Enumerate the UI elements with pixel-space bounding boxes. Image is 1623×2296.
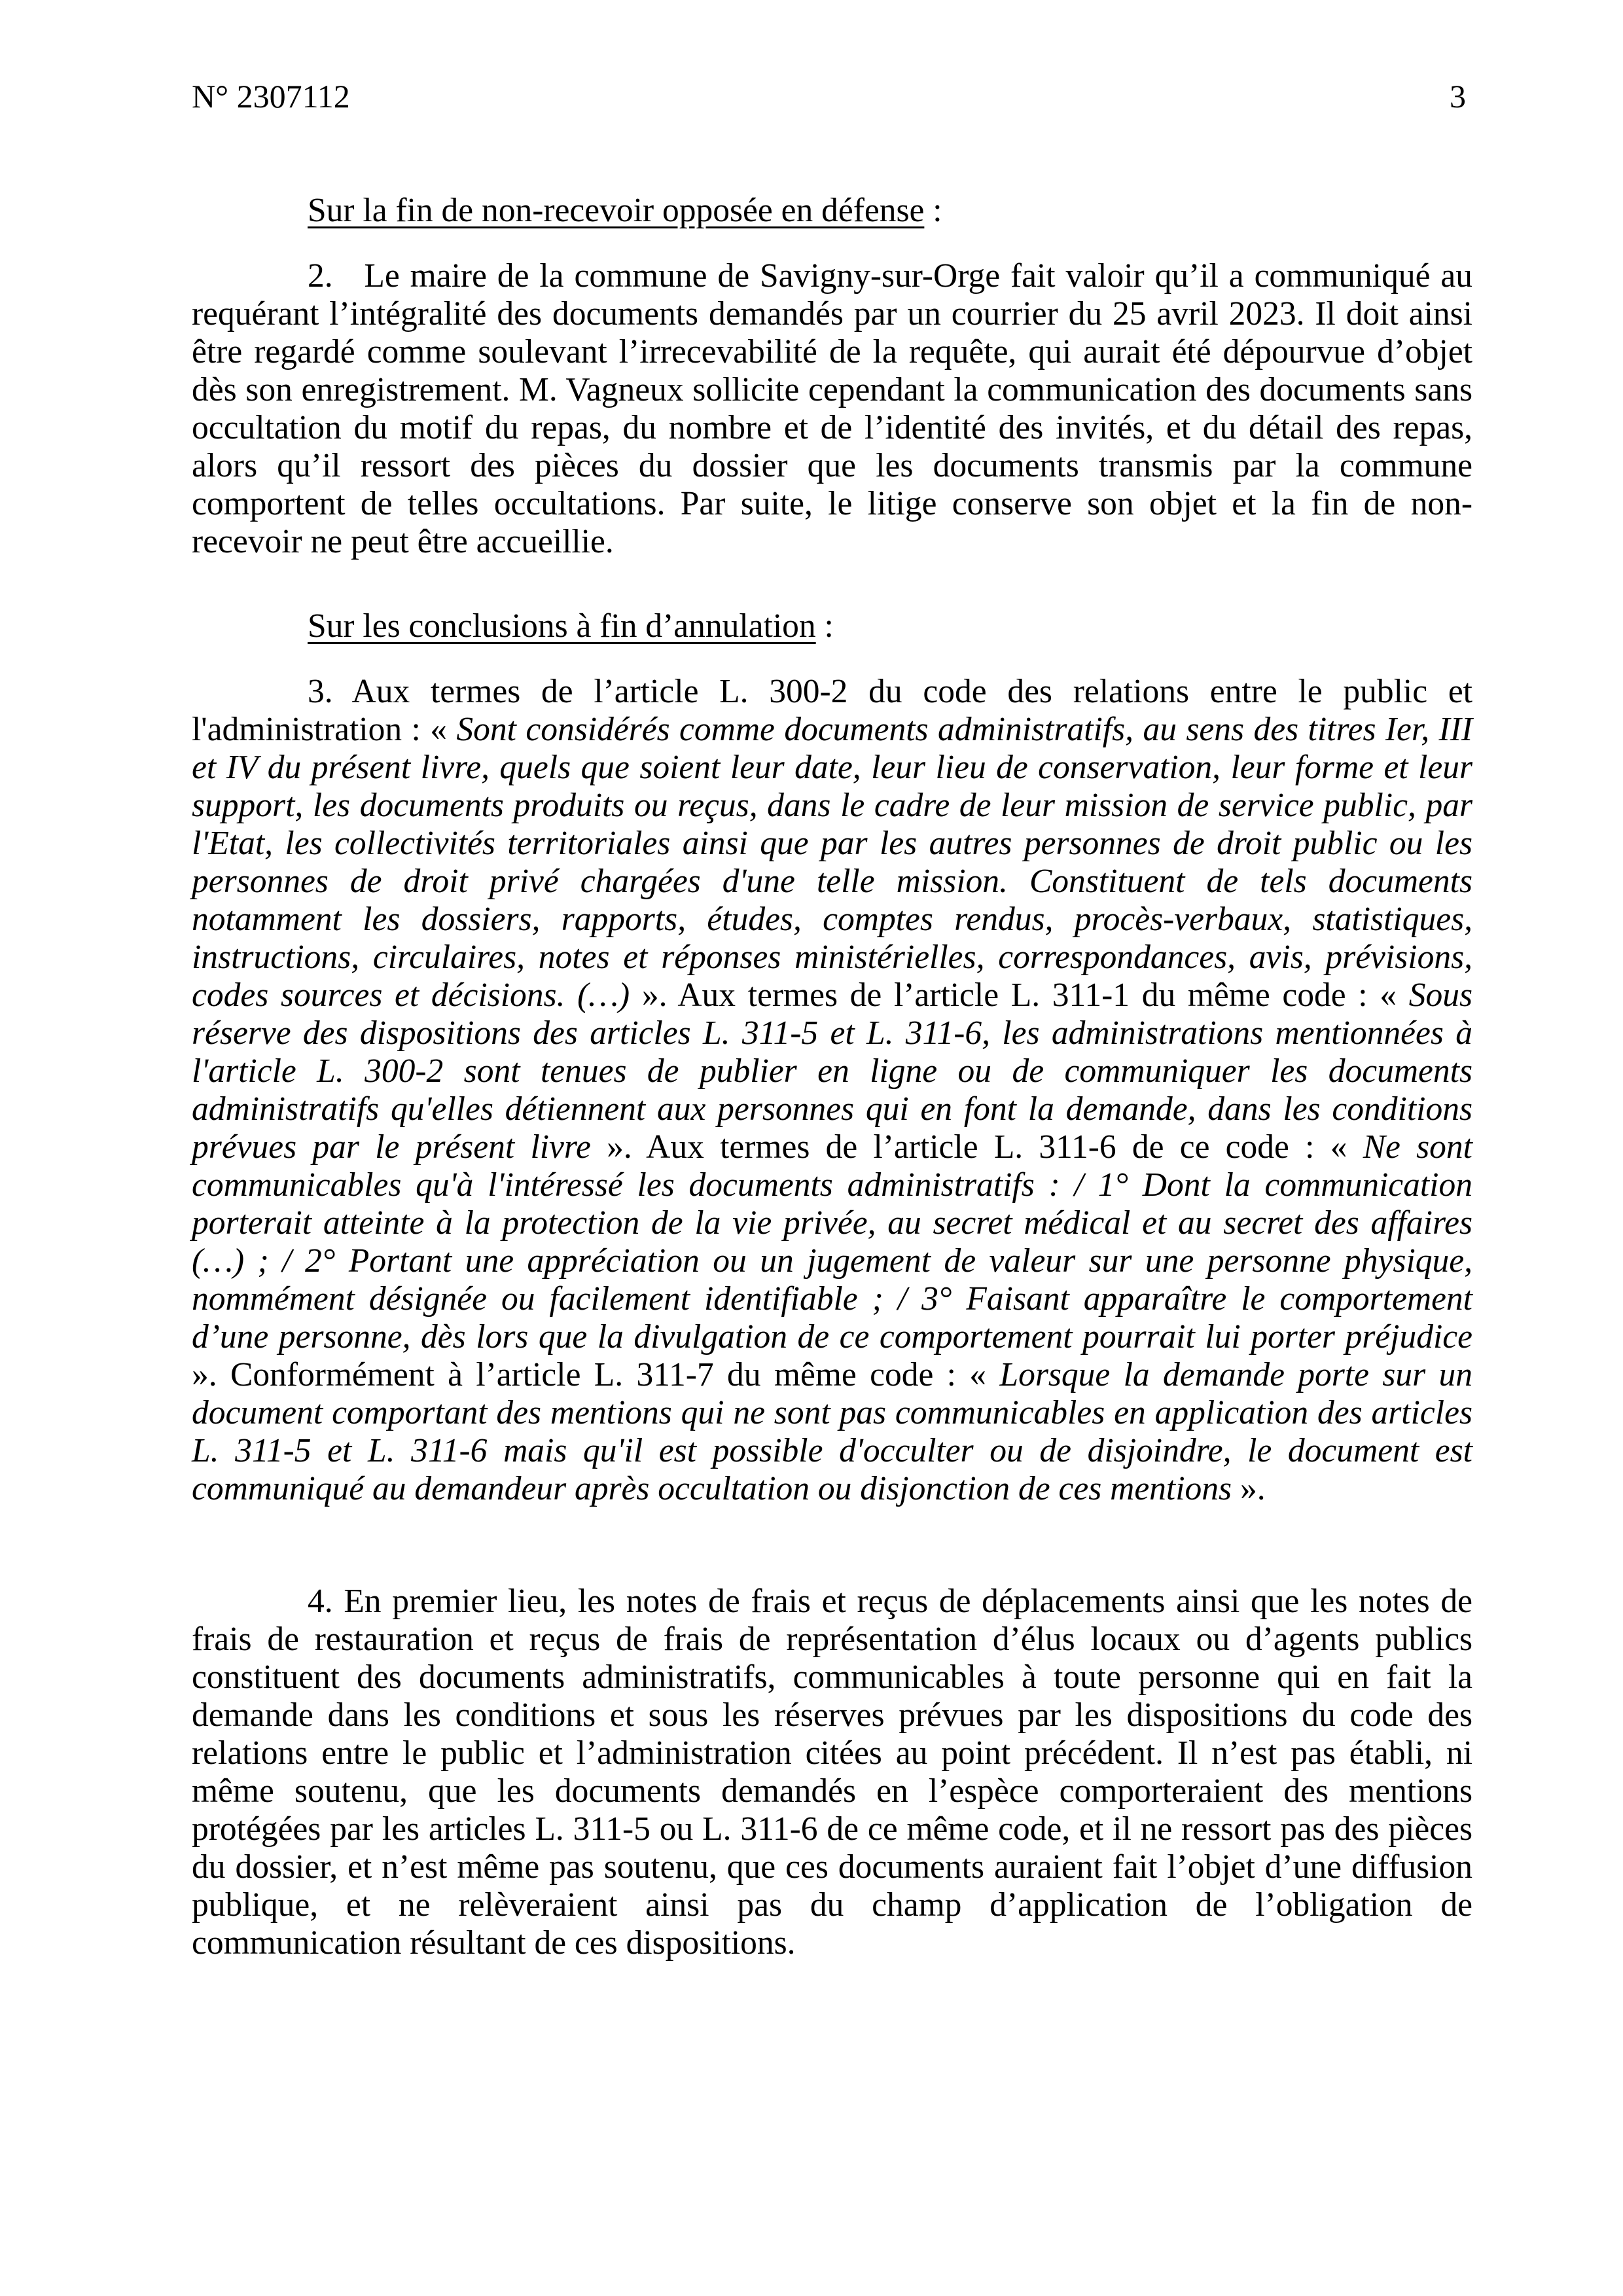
quotation-article-l311-7: Lorsque la demande porte sur un document comportant des mentions qui ne sont pas communicables en application des articles L. 311-5 et L. 311-6 mais qu'il est possible d'occulter ou de disjoindre, le document est communiqué au demandeur après occultation ou disjonction de ces mentions xyxy=(192,1356,1473,1507)
section-heading-colon: : xyxy=(815,607,834,645)
quotation-article-l300-2: Sont considérés comme documents administratifs, au sens des titres Ier, III et IV du présent livre, quels que soient leur date, leur lieu de conservation, leur forme et leur support, les documents produits ou reçus, dans le cadre de leur mission de service public, par l'Etat, les collectivités territoriales ainsi que par les autres personnes de droit public ou les personnes de droit privé chargées d'une telle mission. Constituent de tels documents notamment les dossiers, rapports, études, comptes rendus, procès-verbaux, statistiques, instructions, circulaires, notes et réponses ministérielles, correspondances, avis, prévisions, codes sources et décisions. (…) xyxy=(192,711,1472,1014)
paragraph-3 xyxy=(192,673,1472,1508)
quotation-article-l311-6: Ne sont communicables qu'à l'intéressé les documents administratifs : / 1° Dont la communication porterait atteinte à la protection de la vie privée, au secret médical et au secret des affaires (…) ; / 2° Portant une appréciation ou un jugement de valeur sur une personne physique, nommément désignée ou facilement identifiable ; / 3° Faisant apparaître le comportement d’une personne, dès lors que la divulgation de ce comportement pourrait lui porter préjudice xyxy=(192,1128,1472,1355)
paragraph-4 xyxy=(192,1583,1472,1962)
paragraph-number: 2. xyxy=(308,257,333,295)
paragraph-text: ». Aux termes de l’article L. 311-6 de ce code : « xyxy=(590,1128,1363,1166)
paragraph-text: Le maire de la commune de Savigny-sur-Orge fait valoir qu’il a communiqué au requérant l’intégralité des documents demandés par un courrier du 25 avril 2023. Il doit ainsi être regardé comme soulevant l’irrecevabilité de la requête, qui aurait été dépourvue d’objet dès son enregistrement. M. Vagneux sollicite cependant la communication des documents sans occultation du motif du repas, du nombre et de l’identité des invités, et du détail des repas, alors qu’il ressort des pièces du dossier que les documents transmis par la commune comportent de telles occultations. Par suite, le litige conserve son objet et la fin de non-recevoir ne peut être accueillie. xyxy=(192,257,1472,560)
section-heading-fin-de-non-recevoir xyxy=(308,192,942,230)
section-heading-colon: : xyxy=(924,192,942,229)
page-number: 3 xyxy=(1450,78,1466,115)
paragraph-text: ». xyxy=(1232,1470,1266,1507)
section-heading-text: Sur les conclusions à fin d’annulation xyxy=(308,607,816,645)
paragraph-text: Aux termes de l’article L. 300-2 du code des relations entre le public et l'administration : « xyxy=(192,673,1472,748)
section-heading-conclusions-annulation xyxy=(308,607,834,645)
section-heading-text: Sur la fin de non-recevoir opposée en défense xyxy=(308,192,925,229)
case-number: N° 2307112 xyxy=(192,78,350,115)
paragraph-text: ». Conformément à l’article L. 311-7 du même code : « xyxy=(192,1356,1000,1393)
quotation-article-l311-1: Sous réserve des dispositions des articles L. 311-5 et L. 311-6, les administrations mentionnées à l'article L. 300-2 sont tenues de publier en ligne ou de communiquer les documents administratifs qu'elles détiennent aux personnes qui en font la demande, dans les conditions prévues par le présent livre xyxy=(192,977,1472,1166)
paragraph-text: ». Aux termes de l’article L. 311-1 du même code : « xyxy=(630,977,1409,1014)
paragraph-text: En premier lieu, les notes de frais et reçus de déplacements ainsi que les notes de frais de restauration et reçus de frais de représentation d’élus locaux ou d’agents publics constituent des documents administratifs, communicables à toute personne qui en fait la demande dans les conditions et sous les réserves prévues par les dispositions du code des relations entre le public et l’administration citées au point précédent. Il n’est pas établi, ni même soutenu, que les documents demandés en l’espèce comporteraient des mentions protégées par les articles L. 311-5 ou L. 311-6 de ce même code, et il ne ressort pas des pièces du dossier, et n’est même pas soutenu, que ces documents auraient fait l’objet d’une diffusion publique, et ne relèveraient ainsi pas du champ d’application de l’obligation de communication résultant de ces dispositions. xyxy=(192,1583,1472,1962)
paragraph-number: 4. xyxy=(308,1583,333,1620)
paragraph-number: 3. xyxy=(308,673,333,710)
paragraph-2 xyxy=(192,257,1472,561)
